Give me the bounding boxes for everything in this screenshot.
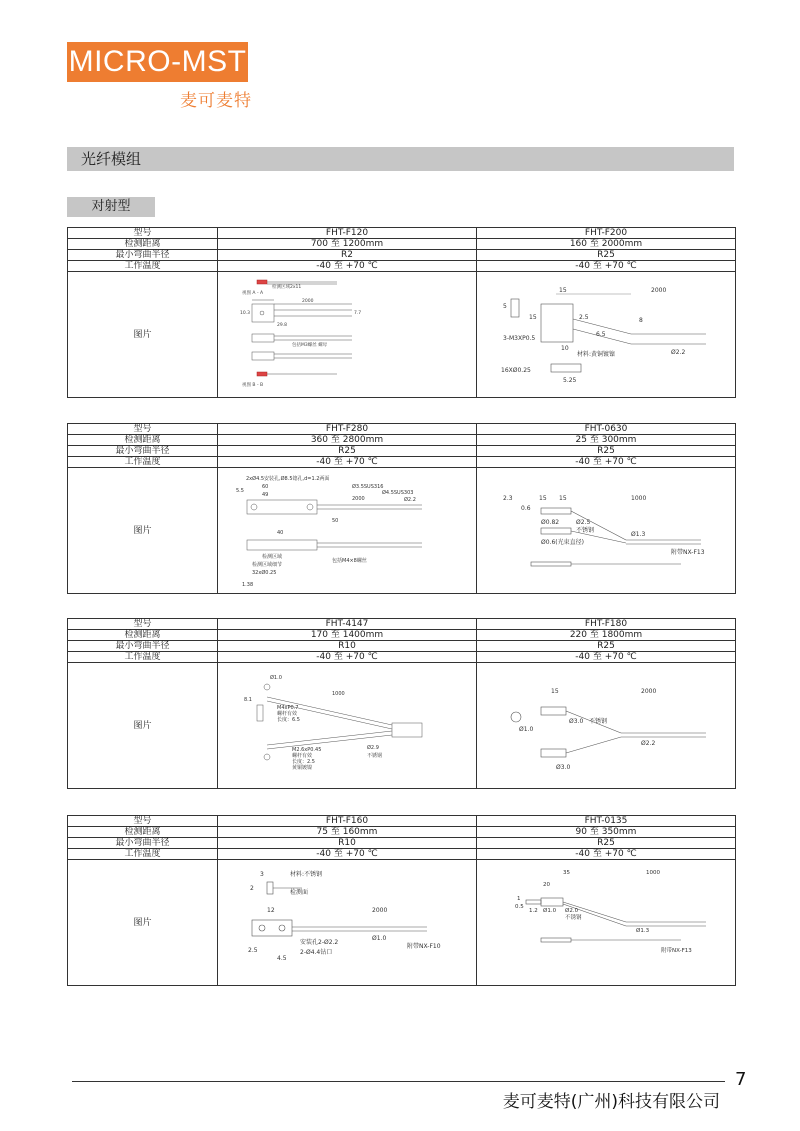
temp-left: -40 至 +70 ℃ xyxy=(218,261,477,272)
distance-left: 170 至 1400mm xyxy=(218,630,477,641)
f160-dim-2: 2 xyxy=(250,884,254,892)
f180-dim-2: 2000 xyxy=(641,687,657,695)
f4147-screw-1b: 螺杆有效 xyxy=(277,710,298,717)
f280-dim-10: 1.38 xyxy=(242,581,254,588)
f180-dim-3: Ø1.0 xyxy=(519,725,534,733)
f160-drill: 2-Ø4.4钻口 xyxy=(300,948,333,956)
f200-dim-10: 5.25 xyxy=(563,376,577,384)
distance-right: 90 至 350mm xyxy=(477,827,736,838)
f0135-dim-6: 1.2 xyxy=(529,907,538,914)
drawing-f280 xyxy=(218,468,477,594)
f280-area: 检测区域 xyxy=(262,553,283,560)
page-number: 7 xyxy=(735,1069,747,1090)
f120-note-1: 包括M3螺丝 螺母 xyxy=(292,342,328,348)
f0630-note: 附带NX-F13 xyxy=(671,548,705,556)
brand-logo-cn: 麦可麦特 xyxy=(180,91,252,111)
f120-note-2: 检测区域2x11 xyxy=(272,284,302,290)
temp-right: -40 至 +70 ℃ xyxy=(477,849,736,860)
footer-divider xyxy=(72,1081,725,1082)
distance-left: 700 至 1200mm xyxy=(218,239,477,250)
f0135-dim-5: 0.5 xyxy=(515,903,524,910)
f200-material: 材料:黄铜镀镍 xyxy=(577,350,616,358)
f120-dim-2: 2000 xyxy=(302,298,314,304)
f160-area: 检测面 xyxy=(290,888,309,896)
drawing-f180 xyxy=(477,663,736,789)
model-left: FHT-F280 xyxy=(218,424,477,435)
distance-left: 75 至 160mm xyxy=(218,827,477,838)
f4147-screw-1c: 长度：6.5 xyxy=(277,716,300,723)
radius-left: R10 xyxy=(218,838,477,849)
drawing-f0630 xyxy=(477,468,736,594)
label-model: 型号 xyxy=(68,619,218,630)
distance-right: 220 至 1800mm xyxy=(477,630,736,641)
f160-dim-9: 4.5 xyxy=(277,954,287,962)
f200-dim-3: 15 xyxy=(529,313,537,321)
f4147-dim-4: Ø2.9 xyxy=(367,744,379,751)
f200-dim-5: 8 xyxy=(639,316,643,324)
f0630-dim-3: 15 xyxy=(539,494,547,502)
f4147-screw-2c: 长度：2.5 xyxy=(292,758,315,765)
f180-dim-4: Ø3.0 xyxy=(569,717,584,725)
f120-dim-3: 10.3 xyxy=(240,310,251,316)
label-picture: 图片 xyxy=(68,860,218,986)
label-radius: 最小弯曲半径 xyxy=(68,838,218,849)
f280-dim-5: Ø4.5SUS303 xyxy=(382,489,414,496)
spec-table-4 xyxy=(67,815,736,986)
f120-view-b: 视图 B - B xyxy=(242,382,264,388)
f4147-dim-1: Ø1.0 xyxy=(270,674,282,681)
f160-dim-3: 12 xyxy=(267,906,275,914)
f0630-dim-9: Ø1.3 xyxy=(631,530,646,538)
f0135-dim-9: Ø1.3 xyxy=(636,927,650,934)
distance-right: 160 至 2000mm xyxy=(477,239,736,250)
f160-material: 材料:不锈钢 xyxy=(290,870,323,878)
radius-left: R10 xyxy=(218,641,477,652)
label-model: 型号 xyxy=(68,816,218,827)
label-model: 型号 xyxy=(68,424,218,435)
radius-right: R25 xyxy=(477,446,736,457)
model-right: FHT-F200 xyxy=(477,228,736,239)
temp-right: -40 至 +70 ℃ xyxy=(477,457,736,468)
f0630-material: 不锈钢 xyxy=(576,526,595,534)
f280-dim-8: 50 xyxy=(332,517,339,524)
model-right: FHT-F180 xyxy=(477,619,736,630)
f160-dim-8: 2.5 xyxy=(248,946,258,954)
f4147-screw-2d: 黄铜镀镍 xyxy=(292,764,313,771)
f160-note: 附带NX-F10 xyxy=(407,942,441,950)
f280-fibers: 32xØ0.25 xyxy=(252,569,277,576)
f4147-material: 不锈钢 xyxy=(367,752,383,759)
radius-right: R25 xyxy=(477,250,736,261)
label-temp: 工作温度 xyxy=(68,261,218,272)
spec-table-2 xyxy=(67,423,736,594)
f0630-dim-4: 15 xyxy=(559,494,567,502)
f200-dim-7: 10 xyxy=(561,344,569,352)
drawing-f0135 xyxy=(477,860,736,986)
label-distance: 检测距离 xyxy=(68,435,218,446)
label-picture: 图片 xyxy=(68,272,218,398)
temp-right: -40 至 +70 ℃ xyxy=(477,261,736,272)
temp-left: -40 至 +70 ℃ xyxy=(218,849,477,860)
f180-dim-1: 15 xyxy=(551,687,559,695)
distance-left: 360 至 2800mm xyxy=(218,435,477,446)
drawing-f200 xyxy=(477,272,736,398)
f200-dim-8: 5 xyxy=(503,302,507,310)
model-left: FHT-F160 xyxy=(218,816,477,827)
f0135-material: 不锈钢 xyxy=(565,914,582,921)
radius-left: R2 xyxy=(218,250,477,261)
f280-dim-6: Ø2.2 xyxy=(404,496,416,503)
label-picture: 图片 xyxy=(68,663,218,789)
f120-dim-1: 29.8 xyxy=(277,322,288,328)
f0630-dim-7: Ø2.5 xyxy=(576,518,591,526)
f4147-screw-2: M2.6xP0.45 xyxy=(292,746,322,753)
label-temp: 工作温度 xyxy=(68,849,218,860)
f120-view-a: 视图 A - A xyxy=(242,290,264,296)
f0630-dim-1: 2.3 xyxy=(503,494,513,502)
f0135-dim-2: 1000 xyxy=(646,869,660,876)
f4147-screw-2b: 螺杆有效 xyxy=(292,752,313,759)
model-left: FHT-4147 xyxy=(218,619,477,630)
f280-dim-2: 60 xyxy=(262,483,269,490)
model-right: FHT-0135 xyxy=(477,816,736,827)
drawing-f4147 xyxy=(218,663,477,789)
f0135-dim-8: Ø2.0 xyxy=(565,907,579,914)
f280-dim-3: 49 xyxy=(262,491,269,498)
f160-dim-6: Ø1.0 xyxy=(372,934,387,942)
footer-company: 麦可麦特(广州)科技有限公司 xyxy=(502,1092,720,1112)
f200-dim-4: 2.5 xyxy=(579,313,589,321)
f0135-dim-7: Ø1.0 xyxy=(543,907,557,914)
label-radius: 最小弯曲半径 xyxy=(68,250,218,261)
label-temp: 工作温度 xyxy=(68,652,218,663)
f160-dim-1: 3 xyxy=(260,870,264,878)
f280-dim-9: 40 xyxy=(277,529,284,536)
temp-left: -40 至 +70 ℃ xyxy=(218,457,477,468)
f280-dim-1: 5.5 xyxy=(236,487,244,494)
f0135-dim-1: 35 xyxy=(563,869,570,876)
f180-dim-5: Ø2.2 xyxy=(641,739,656,747)
f200-dim-2: 2000 xyxy=(651,286,667,294)
label-model: 型号 xyxy=(68,228,218,239)
label-distance: 检测距离 xyxy=(68,827,218,838)
label-radius: 最小弯曲半径 xyxy=(68,641,218,652)
f120-dim-4: 7.7 xyxy=(354,310,362,316)
spec-table-1 xyxy=(67,227,736,398)
brand-logo: MICRO-MST xyxy=(67,42,248,82)
spec-table-3 xyxy=(67,618,736,789)
f4147-dim-3: 8.1 xyxy=(244,696,252,703)
temp-right: -40 至 +70 ℃ xyxy=(477,652,736,663)
f0630-dim-6: Ø0.82 xyxy=(541,518,560,526)
radius-right: R25 xyxy=(477,838,736,849)
f0630-dim-8: Ø0.6(光束直径) xyxy=(541,538,584,546)
f280-dim-4: Ø3.5SUS316 xyxy=(352,483,384,490)
f200-dim-1: 15 xyxy=(559,286,567,294)
f160-dim-4: 2000 xyxy=(372,906,388,914)
drawing-f160 xyxy=(218,860,477,986)
label-distance: 检测距离 xyxy=(68,239,218,250)
temp-left: -40 至 +70 ℃ xyxy=(218,652,477,663)
f4147-dim-2: 1000 xyxy=(332,690,345,697)
f4147-screw-1: M4xP0.7 xyxy=(277,704,299,711)
f0630-dim-5: 1000 xyxy=(631,494,647,502)
drawing-f120 xyxy=(218,272,477,398)
f0135-note: 附带NX-F13 xyxy=(661,947,692,954)
f200-thread: 3-M3XP0.5 xyxy=(503,334,536,342)
f180-dim-6: Ø3.0 xyxy=(556,763,571,771)
model-right: FHT-0630 xyxy=(477,424,736,435)
distance-right: 25 至 300mm xyxy=(477,435,736,446)
f200-thread-2: 16XØ0.25 xyxy=(501,366,531,374)
f280-area-2: 检测区域细节 xyxy=(252,561,283,568)
radius-right: R25 xyxy=(477,641,736,652)
label-picture: 图片 xyxy=(68,468,218,594)
radius-left: R25 xyxy=(218,446,477,457)
f280-screws: 包括M4×8螺丝 xyxy=(332,557,367,564)
label-distance: 检测距离 xyxy=(68,630,218,641)
f200-dim-9: Ø2.2 xyxy=(671,348,686,356)
label-temp: 工作温度 xyxy=(68,457,218,468)
section-title: 光纤模组 xyxy=(67,147,734,171)
subsection-tag: 对射型 xyxy=(67,197,155,217)
f0630-dim-2: 0.6 xyxy=(521,504,531,512)
f0135-dim-4: 1 xyxy=(517,895,521,902)
f180-material: 不锈钢 xyxy=(589,717,608,725)
f280-hole: 2xØ4.5安装孔,Ø8.5锪孔,d=1.2两面 xyxy=(246,475,330,482)
model-left: FHT-F120 xyxy=(218,228,477,239)
f280-dim-7: 2000 xyxy=(352,495,365,502)
label-radius: 最小弯曲半径 xyxy=(68,446,218,457)
f160-hole: 安装孔2-Ø2.2 xyxy=(300,938,339,946)
f0135-dim-3: 20 xyxy=(543,881,550,888)
f200-dim-6: 6.5 xyxy=(596,330,606,338)
